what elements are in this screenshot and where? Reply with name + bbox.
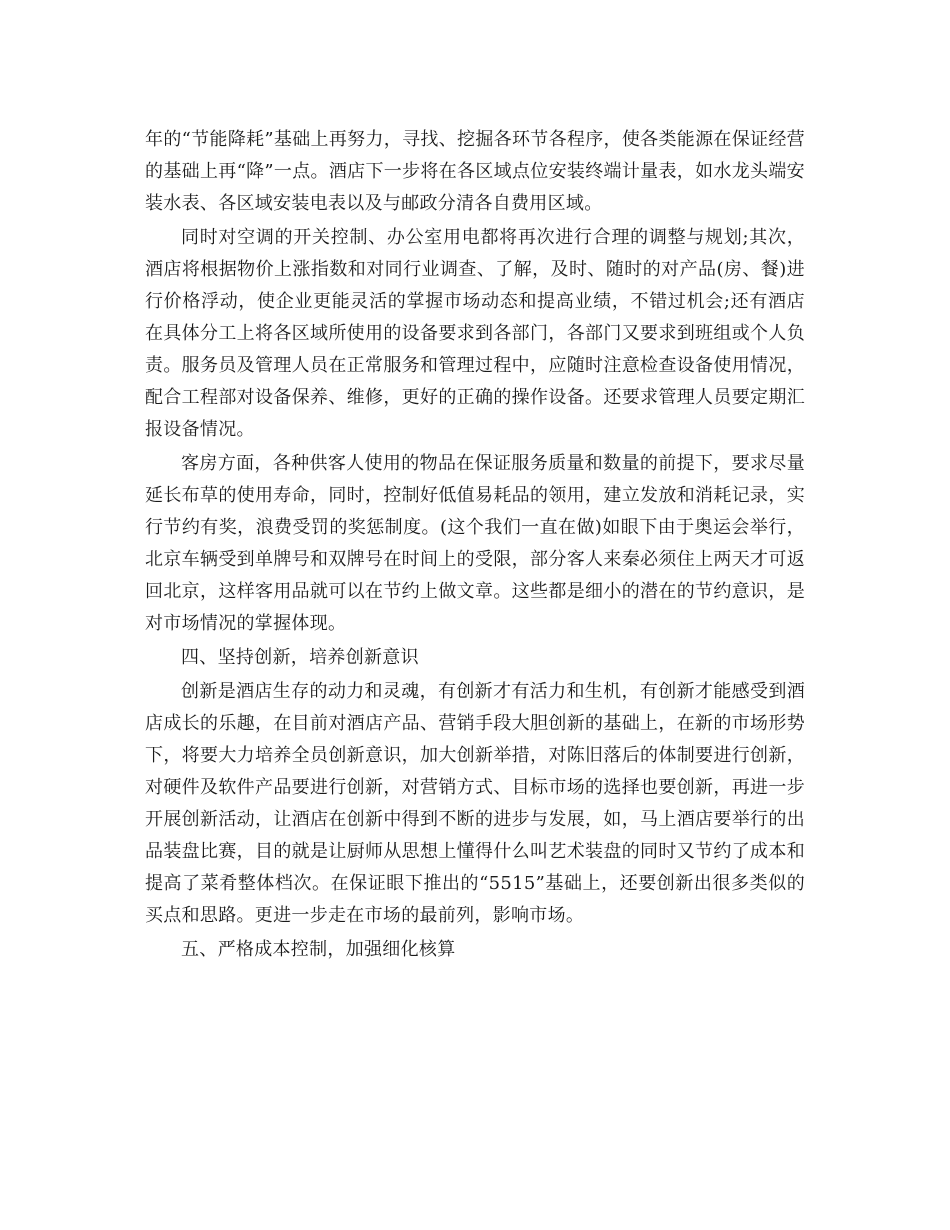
section-heading-innovation: 四、坚持创新，培养创新意识 [181,647,419,668]
paragraph-housekeeping: 客房方面，各种供客人使用的物品在保证服务质量和数量的前提下，要求尽量延长布草的使用寿命，同时，控制好低值易耗品的领用，建立发放和消耗记录，实行节约有奖，浪费受罚的奖惩制度。(这个我们一直在做)如眼下由于奥运会举行，北京车辆受到单牌号和双牌号在时间上的受限，部分客人来秦必须住上两天才可返回北京，这样客用品就可以在节约上做文章。这些都是细小的潜在的节约意识，是对市场情况的掌握体现。 [145,453,805,634]
paragraph-energy-saving: 年的“节能降耗”基础上再努力，寻找、挖掘各环节各程序，使各类能源在保证经营的基础上再“降”一点。酒店下一步将在各区域点位安装终端计量表，如水龙头端安装水表、各区域安装电表以及与邮政分清各自费用区域。 [145,129,805,214]
paragraph-equipment-control: 同时对空调的开关控制、办公室用电都将再次进行合理的调整与规划;其次，酒店将根据物价上涨指数和对同行业调查、了解，及时、随时的对产品(房、餐)进行价格浮动，使企业更能灵活的掌握市场动态和提高业绩，不错过机会;还有酒店在具体分工上将各区域所使用的设备要求到各部门，各部门又要求到班组或个人负责。服务员及管理人员在正常服务和管理过程中，应随时注意检查设备使用情况，配合工程部对设备保养、维修，更好的正确的操作设备。还要求管理人员要定期汇报设备情况。 [145,227,805,440]
document-body [145,124,805,968]
paragraph-innovation: 创新是酒店生存的动力和灵魂，有创新才有活力和生机，有创新才能感受到酒店成长的乐趣，在目前对酒店产品、营销手段大胆创新的基础上，在新的市场形势下，将要大力培养全员创新意识，加大创新举措，对陈旧落后的体制要进行创新，对硬件及软件产品要进行创新，对营销方式、目标市场的选择也要创新，再进一步开展创新活动，让酒店在创新中得到不断的进步与发展，如，马上酒店要举行的出品装盘比赛，目的就是让厨师从思想上懂得什么叫艺术装盘的同时又节约了成本和提高了菜肴整体档次。在保证眼下推出的“5515”基础上，还要创新出很多类似的买点和思路。更进一步走在市场的最前列，影响市场。 [145,681,805,926]
section-heading-cost-control: 五、严格成本控制，加强细化核算 [181,939,456,960]
